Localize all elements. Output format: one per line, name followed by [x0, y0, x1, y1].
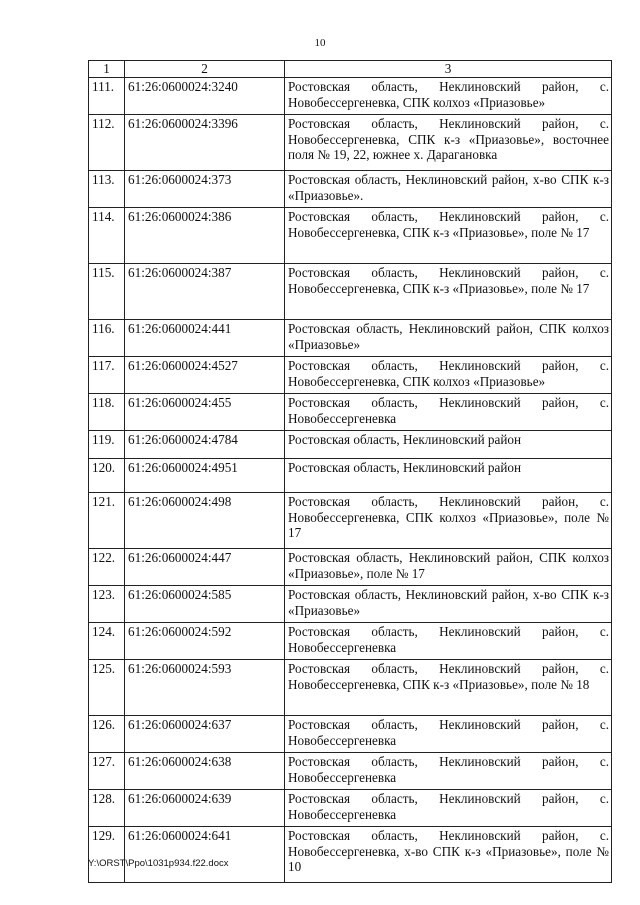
row-number: 120. [89, 459, 125, 493]
cadastral-number: 61:26:0600024:386 [125, 208, 285, 264]
row-number: 118. [89, 394, 125, 431]
cadastral-number: 61:26:0600024:4951 [125, 459, 285, 493]
table-row [89, 394, 612, 431]
cadastral-number: 61:26:0600024:639 [125, 790, 285, 827]
row-number: 122. [89, 549, 125, 586]
plot-address: Ростовская область, Неклиновский район, с. Новобессергеневка, СПК к-з «Приазовье», поле № 17 [285, 264, 612, 320]
row-number: 123. [89, 586, 125, 623]
cadastral-number: 61:26:0600024:593 [125, 660, 285, 716]
plot-address: Ростовская область, Неклиновский район [285, 431, 612, 459]
cadastral-number: 61:26:0600024:638 [125, 753, 285, 790]
cadastral-number: 61:26:0600024:447 [125, 549, 285, 586]
table-row [89, 115, 612, 171]
header-col-1: 1 [89, 61, 125, 78]
cadastral-number: 61:26:0600024:3240 [125, 78, 285, 115]
table-row [89, 459, 612, 493]
plot-address: Ростовская область, Неклиновский район, с. Новобессергеневка, СПК к-з «Приазовье», поле № 17 [285, 208, 612, 264]
row-number: 126. [89, 716, 125, 753]
plot-address: Ростовская область, Неклиновский район, с. Новобессергеневка [285, 790, 612, 827]
table-row [89, 171, 612, 208]
table-row [89, 320, 612, 357]
row-number: 114. [89, 208, 125, 264]
row-number: 125. [89, 660, 125, 716]
plot-address: Ростовская область, Неклиновский район, х-во СПК к-з «Приазовье» [285, 586, 612, 623]
row-number: 129. [89, 827, 125, 883]
table-row [89, 753, 612, 790]
cadastral-number: 61:26:0600024:4527 [125, 357, 285, 394]
row-number: 115. [89, 264, 125, 320]
table-row [89, 431, 612, 459]
page-number: 10 [314, 37, 326, 49]
plot-address: Ростовская область, Неклиновский район, с. Новобессергеневка, СПК к-з «Приазовье», поле № 18 [285, 660, 612, 716]
row-number: 116. [89, 320, 125, 357]
plot-address: Ростовская область, Неклиновский район, с. Новобессергеневка [285, 394, 612, 431]
plot-address: Ростовская область, Неклиновский район, СПК колхоз «Приазовье» [285, 320, 612, 357]
plot-address: Ростовская область, Неклиновский район, СПК колхоз «Приазовье», поле № 17 [285, 549, 612, 586]
row-number: 117. [89, 357, 125, 394]
cadastral-number: 61:26:0600024:4784 [125, 431, 285, 459]
row-number: 113. [89, 171, 125, 208]
land-plots-table [88, 60, 612, 883]
cadastral-number: 61:26:0600024:387 [125, 264, 285, 320]
table-row [89, 586, 612, 623]
plot-address: Ростовская область, Неклиновский район, с. Новобессергеневка [285, 716, 612, 753]
plot-address: Ростовская область, Неклиновский район, с. Новобессергеневка [285, 753, 612, 790]
plot-address: Ростовская область, Неклиновский район, с. Новобессергеневка, СПК колхоз «Приазовье», поле № 17 [285, 493, 612, 549]
plot-address: Ростовская область, Неклиновский район, с. Новобессергеневка, СПК к-з «Приазовье», восточнее поля № 19, 22, южнее х. Дарагановка [285, 115, 612, 171]
table-row [89, 208, 612, 264]
table-row [89, 357, 612, 394]
table-row [89, 493, 612, 549]
row-number: 124. [89, 623, 125, 660]
plot-address: Ростовская область, Неклиновский район, с. Новобессергеневка [285, 623, 612, 660]
row-number: 127. [89, 753, 125, 790]
header-col-3: 3 [285, 61, 612, 78]
table-row [89, 790, 612, 827]
cadastral-number: 61:26:0600024:585 [125, 586, 285, 623]
cadastral-number: 61:26:0600024:455 [125, 394, 285, 431]
table-header-row [89, 61, 612, 78]
plot-address: Ростовская область, Неклиновский район, с. Новобессергеневка, СПК колхоз «Приазовье» [285, 78, 612, 115]
cadastral-number: 61:26:0600024:373 [125, 171, 285, 208]
cadastral-number: 61:26:0600024:498 [125, 493, 285, 549]
cadastral-number: 61:26:0600024:3396 [125, 115, 285, 171]
cadastral-number: 61:26:0600024:441 [125, 320, 285, 357]
cadastral-number: 61:26:0600024:592 [125, 623, 285, 660]
file-path-footer: Y:\ORST\Ppo\1031p934.f22.docx [88, 858, 229, 869]
plot-address: Ростовская область, Неклиновский район [285, 459, 612, 493]
plot-address: Ростовская область, Неклиновский район, с. Новобессергеневка, х-во СПК к-з «Приазовье», поле № 10 [285, 827, 612, 883]
cadastral-number: 61:26:0600024:637 [125, 716, 285, 753]
row-number: 112. [89, 115, 125, 171]
row-number: 128. [89, 790, 125, 827]
plot-address: Ростовская область, Неклиновский район, х-во СПК к-з «Приазовье». [285, 171, 612, 208]
row-number: 119. [89, 431, 125, 459]
table-row [89, 264, 612, 320]
cadastral-number: 61:26:0600024:641 [125, 827, 285, 883]
row-number: 111. [89, 78, 125, 115]
table-row [89, 78, 612, 115]
table-row [89, 827, 612, 883]
table-row [89, 549, 612, 586]
header-col-2: 2 [125, 61, 285, 78]
table-row [89, 660, 612, 716]
row-number: 121. [89, 493, 125, 549]
table-row [89, 623, 612, 660]
plot-address: Ростовская область, Неклиновский район, с. Новобессергеневка, СПК колхоз «Приазовье» [285, 357, 612, 394]
table-row [89, 716, 612, 753]
